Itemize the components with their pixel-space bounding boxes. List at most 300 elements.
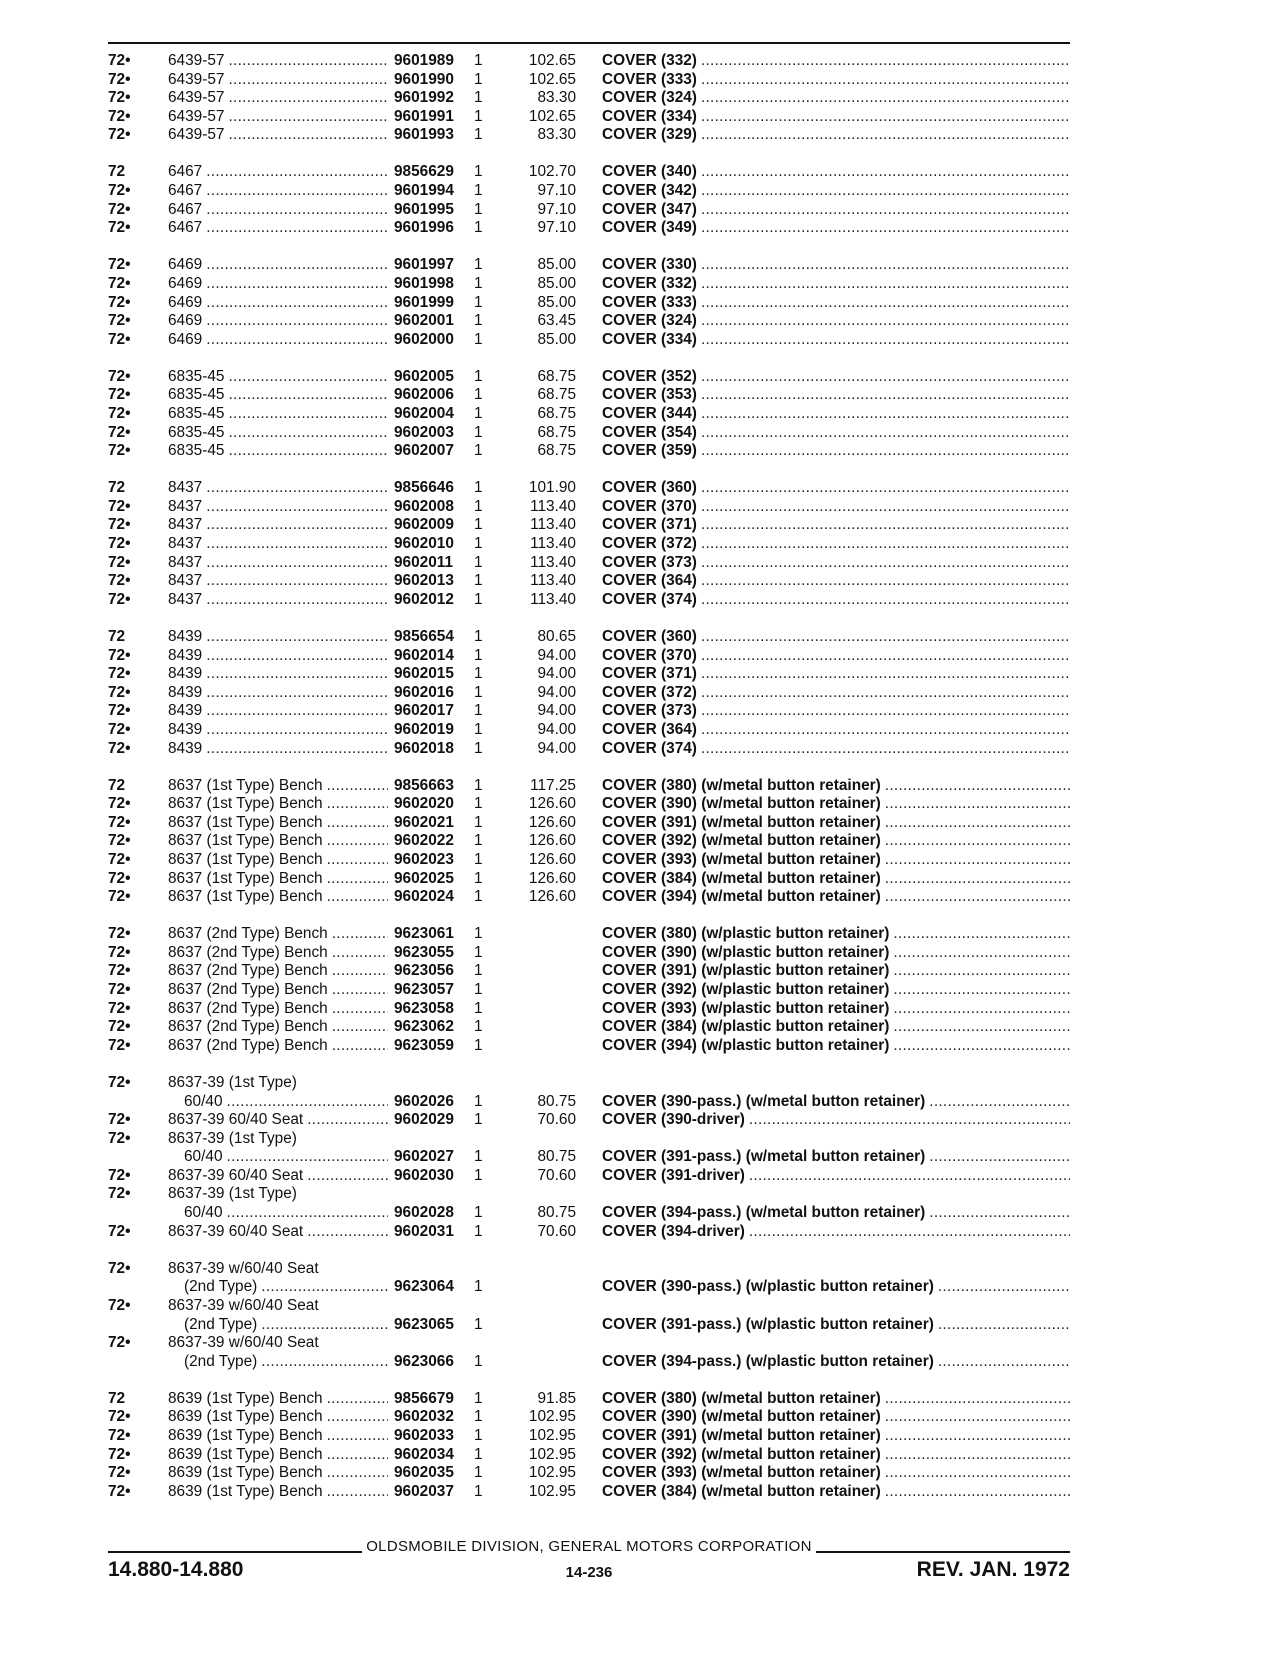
price: 85.00 <box>537 330 576 348</box>
dot-leader <box>934 1278 1070 1297</box>
part-number: 9602032 <box>394 1408 454 1426</box>
dot-leader <box>323 1483 388 1502</box>
model-year: 72• <box>108 702 131 720</box>
price: 102.70 <box>528 163 576 181</box>
model-name: 8437 <box>168 479 203 497</box>
dot-leader <box>881 795 1070 814</box>
description-cell <box>576 331 1070 350</box>
model-name: 6439-57 <box>168 107 225 125</box>
model-name: 8637 (2nd Type) Bench <box>168 1036 328 1054</box>
part-number: 9602024 <box>394 888 454 906</box>
catalog-row <box>108 628 1070 647</box>
description-cell <box>576 628 1070 647</box>
dot-leader <box>697 479 1070 498</box>
model-name: 8439 <box>168 720 203 738</box>
dot-leader <box>328 944 388 963</box>
catalog-row <box>108 962 1070 981</box>
dot-leader <box>881 1390 1070 1409</box>
part-number: 9602037 <box>394 1482 454 1500</box>
model-year: 72• <box>108 89 131 107</box>
dot-leader <box>224 424 388 443</box>
part-number: 9602031 <box>394 1222 454 1240</box>
quantity: 1 <box>474 516 483 534</box>
model-year: 72• <box>108 665 131 683</box>
model-year: 72• <box>108 1464 131 1482</box>
catalog-row <box>108 1464 1070 1483</box>
description-cell <box>576 944 1070 963</box>
description: COVER (330) <box>602 256 697 274</box>
quantity: 1 <box>474 888 483 906</box>
model-year: 72• <box>108 1111 131 1129</box>
quantity: 1 <box>474 70 483 88</box>
top-rule <box>108 42 1070 44</box>
model-name: 6439-57 <box>168 70 225 88</box>
dot-leader <box>323 1446 388 1465</box>
dot-leader <box>745 1167 1070 1186</box>
model-year: 72• <box>108 850 131 868</box>
part-number: 9623057 <box>394 981 454 999</box>
model-year: 72• <box>108 795 131 813</box>
model-cell <box>168 312 388 331</box>
price: 102.65 <box>528 107 576 125</box>
dot-leader <box>202 275 388 294</box>
dot-leader <box>889 981 1070 1000</box>
part-number: 9601998 <box>394 274 454 292</box>
dot-leader <box>323 888 388 907</box>
part-number: 9602007 <box>394 442 454 460</box>
model-cell <box>168 554 388 573</box>
model-cell <box>168 294 388 313</box>
part-number: 9602017 <box>394 702 454 720</box>
dot-leader <box>223 1204 388 1223</box>
dot-leader <box>202 721 388 740</box>
dot-leader <box>697 294 1070 313</box>
description-cell <box>576 1390 1070 1409</box>
dot-leader <box>745 1111 1070 1130</box>
price: 97.10 <box>537 200 576 218</box>
model-name: 8437 <box>168 516 203 534</box>
dot-leader <box>881 1427 1070 1446</box>
part-number: 9602034 <box>394 1445 454 1463</box>
dot-leader <box>697 740 1070 759</box>
model-cell <box>168 1260 388 1297</box>
quantity: 1 <box>474 126 483 144</box>
description-cell <box>576 386 1070 405</box>
part-number: 9601994 <box>394 182 454 200</box>
description-cell <box>576 1446 1070 1465</box>
catalog-row <box>108 163 1070 182</box>
model-year: 72• <box>108 293 131 311</box>
model-name: 6835-45 <box>168 367 225 385</box>
quantity: 1 <box>474 1018 483 1036</box>
quantity: 1 <box>474 1464 483 1482</box>
part-number: 9602028 <box>394 1204 454 1222</box>
price: 102.95 <box>528 1482 576 1500</box>
description-cell <box>576 981 1070 1000</box>
dot-leader <box>697 275 1070 294</box>
model-cell <box>168 740 388 759</box>
model-cell <box>168 647 388 666</box>
dot-leader <box>697 572 1070 591</box>
quantity: 1 <box>474 274 483 292</box>
part-number: 9602021 <box>394 813 454 831</box>
dot-leader <box>889 925 1070 944</box>
dot-leader <box>323 814 388 833</box>
description: COVER (391) (w/metal button retainer) <box>602 1427 881 1444</box>
description-cell <box>576 647 1070 666</box>
price: 68.75 <box>537 367 576 385</box>
part-number: 9602013 <box>394 572 454 590</box>
description: COVER (390-pass.) (w/plastic button retainer) <box>602 1278 934 1296</box>
price: 113.40 <box>530 535 576 553</box>
dot-leader <box>224 52 388 71</box>
description: COVER (333) <box>602 293 697 311</box>
description-cell <box>576 1111 1070 1130</box>
catalog-row <box>108 1260 1070 1297</box>
model-cell <box>168 628 388 647</box>
model-cell <box>168 832 388 851</box>
dot-leader <box>697 591 1070 610</box>
model-subline <box>168 1278 388 1297</box>
model-name: 8439 <box>168 665 203 683</box>
description: COVER (329) <box>602 126 697 144</box>
catalog-row <box>108 294 1070 313</box>
dot-leader <box>202 219 388 238</box>
dot-leader <box>697 442 1070 461</box>
quantity: 1 <box>474 1315 483 1333</box>
part-number: 9602014 <box>394 646 454 664</box>
model-name: 8437 <box>168 497 203 515</box>
model-name: 8637 (1st Type) Bench <box>168 888 323 906</box>
dot-leader <box>697 386 1070 405</box>
dot-leader <box>697 498 1070 517</box>
description-cell <box>576 1167 1070 1186</box>
dot-leader <box>925 1148 1070 1167</box>
price: 94.00 <box>537 702 576 720</box>
dot-leader <box>697 71 1070 90</box>
model-cell <box>168 1018 388 1037</box>
part-number: 9856629 <box>394 163 454 181</box>
part-number: 9601999 <box>394 293 454 311</box>
price: 113.40 <box>530 497 576 515</box>
description-cell <box>576 516 1070 535</box>
price: 113.40 <box>530 572 576 590</box>
model-cell <box>168 981 388 1000</box>
price: 102.95 <box>528 1408 576 1426</box>
quantity: 1 <box>474 869 483 887</box>
quantity: 1 <box>474 572 483 590</box>
model-name: 6835-45 <box>168 442 225 460</box>
dot-leader <box>202 256 388 275</box>
model-year: 72• <box>108 182 131 200</box>
model-name: 8637 (2nd Type) Bench <box>168 999 328 1017</box>
part-number: 9602000 <box>394 330 454 348</box>
description: COVER (347) <box>602 200 697 218</box>
description-cell <box>576 275 1070 294</box>
price: 68.75 <box>537 386 576 404</box>
description-cell <box>576 1204 1070 1223</box>
description: COVER (394-pass.) (w/plastic button retainer) <box>602 1352 934 1370</box>
description: COVER (394) (w/metal button retainer) <box>602 888 881 906</box>
quantity: 1 <box>474 89 483 107</box>
catalog-row <box>108 256 1070 275</box>
dot-leader <box>881 851 1070 870</box>
model-year: 72 <box>108 163 126 181</box>
dot-leader <box>697 424 1070 443</box>
description: COVER (392) (w/metal button retainer) <box>602 832 881 850</box>
part-number: 9602008 <box>394 497 454 515</box>
description-cell <box>576 684 1070 703</box>
model-year: 72• <box>108 1073 131 1091</box>
description-cell <box>576 89 1070 108</box>
catalog-row <box>108 832 1070 851</box>
catalog-row <box>108 684 1070 703</box>
part-number: 9601990 <box>394 70 454 88</box>
model-name: 6469 <box>168 293 203 311</box>
model-cell <box>168 368 388 387</box>
part-number: 9602030 <box>394 1166 454 1184</box>
model-name: 6439-57 <box>168 89 225 107</box>
description-cell <box>576 312 1070 331</box>
quantity: 1 <box>474 219 483 237</box>
dot-leader <box>697 108 1070 127</box>
price: 102.95 <box>528 1445 576 1463</box>
model-year: 72• <box>108 1445 131 1463</box>
quantity: 1 <box>474 405 483 422</box>
catalog-row <box>108 1483 1070 1502</box>
model-name: 8639 (1st Type) Bench <box>168 1482 323 1500</box>
model-name: 8637-39 (1st Type) <box>168 1185 297 1203</box>
part-number: 9601989 <box>394 52 454 69</box>
model-year: 72• <box>108 1036 131 1054</box>
catalog-row <box>108 108 1070 127</box>
part-number: 9602019 <box>394 720 454 738</box>
description: COVER (324) <box>602 312 697 330</box>
catalog-row <box>108 498 1070 517</box>
model-name: 8637 (1st Type) Bench <box>168 869 323 887</box>
catalog-row <box>108 1427 1070 1446</box>
catalog-row <box>108 870 1070 889</box>
description: COVER (392) (w/plastic button retainer) <box>602 981 890 999</box>
model-cell <box>168 777 388 796</box>
revision-date: REV. JAN. 1972 <box>916 1558 1070 1581</box>
dot-leader <box>224 108 388 127</box>
dot-leader <box>328 1018 388 1037</box>
model-name: 6439-57 <box>168 52 225 69</box>
dot-leader <box>224 405 388 424</box>
quantity: 1 <box>474 720 483 738</box>
model-cell <box>168 479 388 498</box>
catalog-group <box>108 628 1070 758</box>
part-number: 9602027 <box>394 1148 454 1166</box>
catalog-row <box>108 516 1070 535</box>
quantity: 1 <box>474 367 483 385</box>
description: COVER (354) <box>602 423 697 441</box>
description-cell <box>576 294 1070 313</box>
dot-leader <box>224 126 388 145</box>
catalog-row <box>108 888 1070 907</box>
description: COVER (380) (w/metal button retainer) <box>602 776 881 794</box>
catalog-row <box>108 479 1070 498</box>
description: COVER (342) <box>602 182 697 200</box>
model-year: 72• <box>108 925 131 943</box>
catalog-row <box>108 1334 1070 1371</box>
dot-leader <box>697 163 1070 182</box>
model-year: 72• <box>108 330 131 348</box>
price: 126.60 <box>528 795 576 813</box>
catalog-row <box>108 721 1070 740</box>
dot-leader <box>889 944 1070 963</box>
dot-leader <box>323 795 388 814</box>
quantity: 1 <box>474 776 483 794</box>
model-year: 72• <box>108 869 131 887</box>
dot-leader <box>323 777 388 796</box>
quantity: 1 <box>474 1482 483 1500</box>
model-year: 72• <box>108 1222 131 1240</box>
dot-leader <box>323 1390 388 1409</box>
part-number: 9602020 <box>394 795 454 813</box>
model-cell <box>168 870 388 889</box>
description-cell <box>576 479 1070 498</box>
description-cell <box>576 1148 1070 1167</box>
description: COVER (384) (w/metal button retainer) <box>602 1482 881 1500</box>
catalog-group <box>108 1390 1070 1502</box>
model-year: 72• <box>108 367 131 385</box>
model-year: 72• <box>108 1259 131 1277</box>
price: 94.00 <box>537 720 576 738</box>
dot-leader <box>202 312 388 331</box>
dot-leader <box>202 201 388 220</box>
model-cell <box>168 405 388 424</box>
model-name: 8637-39 60/40 Seat <box>168 1222 304 1240</box>
description: COVER (390) (w/plastic button retainer) <box>602 943 890 961</box>
model-cell <box>168 851 388 870</box>
dot-leader <box>303 1223 388 1242</box>
catalog-row <box>108 814 1070 833</box>
description: COVER (380) (w/metal button retainer) <box>602 1389 881 1407</box>
model-name: 8637-39 w/60/40 Seat <box>168 1334 319 1352</box>
dot-leader <box>224 386 388 405</box>
description: COVER (349) <box>602 219 697 237</box>
model-year: 72• <box>108 888 131 906</box>
description: COVER (332) <box>602 52 697 69</box>
dot-leader <box>697 702 1070 721</box>
model-cell <box>168 944 388 963</box>
description: COVER (390) (w/metal button retainer) <box>602 795 881 813</box>
catalog-group <box>108 368 1070 461</box>
part-number: 9601991 <box>394 107 454 125</box>
part-number: 9602015 <box>394 665 454 683</box>
dot-leader <box>202 684 388 703</box>
quantity: 1 <box>474 850 483 868</box>
catalog-row <box>108 219 1070 238</box>
dot-leader <box>323 1408 388 1427</box>
quantity: 1 <box>474 182 483 200</box>
quantity: 1 <box>474 702 483 720</box>
quantity: 1 <box>474 832 483 850</box>
quantity: 1 <box>474 1166 483 1184</box>
dot-leader <box>697 331 1070 350</box>
description-cell <box>576 851 1070 870</box>
description-cell <box>576 870 1070 889</box>
part-number: 9602010 <box>394 535 454 553</box>
catalog-row <box>108 405 1070 424</box>
model-name: 8439 <box>168 702 203 720</box>
catalog-row <box>108 702 1070 721</box>
model-cell <box>168 962 388 981</box>
quantity: 1 <box>474 739 483 757</box>
dot-leader <box>202 740 388 759</box>
dot-leader <box>202 163 388 182</box>
description-cell <box>576 256 1070 275</box>
description-cell <box>576 1353 1070 1372</box>
catalog-row <box>108 535 1070 554</box>
price: 63.45 <box>537 312 576 330</box>
model-name-cont: 60/40 <box>184 1092 223 1110</box>
dot-leader <box>697 89 1070 108</box>
model-year: 72• <box>108 1166 131 1184</box>
description: COVER (390) (w/metal button retainer) <box>602 1408 881 1426</box>
quantity: 1 <box>474 200 483 218</box>
price: 102.95 <box>528 1464 576 1482</box>
dot-leader <box>223 1148 388 1167</box>
part-number: 9602016 <box>394 683 454 701</box>
price: 70.60 <box>537 1166 576 1184</box>
model-name: 8439 <box>168 627 203 645</box>
model-year: 72• <box>108 1185 131 1203</box>
quantity: 1 <box>474 665 483 683</box>
price: 70.60 <box>537 1111 576 1129</box>
dot-leader <box>323 1464 388 1483</box>
model-name: 8637-39 60/40 Seat <box>168 1111 304 1129</box>
description-cell <box>576 442 1070 461</box>
part-number: 9602035 <box>394 1464 454 1482</box>
model-cell <box>168 331 388 350</box>
dot-leader <box>881 1408 1070 1427</box>
catalog-group <box>108 925 1070 1055</box>
dot-leader <box>697 256 1070 275</box>
quantity: 1 <box>474 1111 483 1129</box>
description-cell <box>576 1278 1070 1297</box>
part-number: 9602006 <box>394 386 454 404</box>
model-cell <box>168 572 388 591</box>
dot-leader <box>889 1037 1070 1056</box>
dot-leader <box>881 1483 1070 1502</box>
quantity: 1 <box>474 590 483 608</box>
model-year: 72• <box>108 107 131 125</box>
footer-division-line <box>108 1538 1070 1555</box>
catalog-row <box>108 182 1070 201</box>
catalog-row <box>108 201 1070 220</box>
catalog-row <box>108 591 1070 610</box>
description-cell <box>576 405 1070 424</box>
catalog-row <box>108 71 1070 90</box>
price: 94.00 <box>537 646 576 664</box>
dot-leader <box>223 1093 388 1112</box>
catalog-row <box>108 1000 1070 1019</box>
description: COVER (391-pass.) (w/plastic button retainer) <box>602 1315 934 1333</box>
description: COVER (333) <box>602 70 697 88</box>
catalog-row <box>108 1018 1070 1037</box>
part-number: 9602033 <box>394 1427 454 1444</box>
dot-leader <box>881 870 1070 889</box>
model-cell <box>168 1185 388 1222</box>
catalog-group <box>108 163 1070 237</box>
description: COVER (334) <box>602 330 697 348</box>
description-cell <box>576 535 1070 554</box>
dot-leader <box>323 1427 388 1446</box>
part-number: 9623062 <box>394 1018 454 1036</box>
